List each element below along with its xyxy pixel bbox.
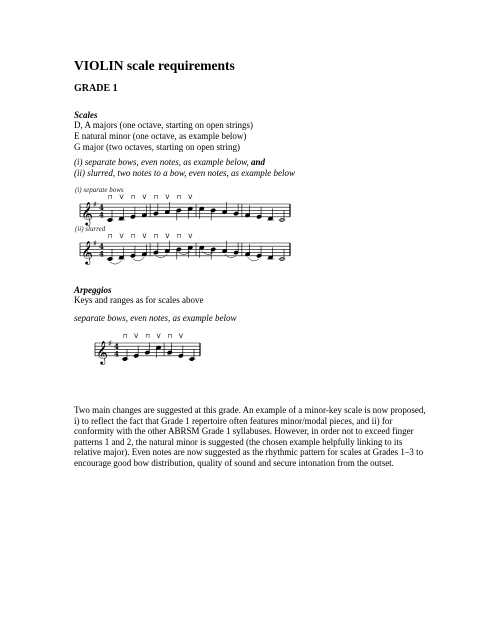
treble-clef-icon: 𝄞	[96, 339, 108, 364]
commentary-line: i) to reflect the fact that Grade 1 repertoire often features minor/modal pieces, and ii) for	[74, 415, 393, 426]
time-signature-top: 4	[114, 342, 119, 351]
slur-mark	[110, 260, 121, 264]
slur-mark	[133, 257, 144, 261]
music-staff-arpeggio	[95, 335, 200, 369]
arpeggios-heading: Arpeggios	[74, 285, 112, 295]
up-bow-icon: V	[142, 194, 147, 201]
down-bow-icon: ⊓	[108, 233, 113, 240]
time-signature-top: 4	[99, 203, 104, 212]
sharp-icon: ♯	[93, 200, 97, 209]
commentary-line: conformity with the other ABRSM Grade 1 syllabuses. However, in order not to exceed finger	[74, 426, 414, 437]
commentary-line: Two main changes are suggested at this grade. An example of a minor-key scale is now proposed,	[74, 405, 426, 415]
down-bow-icon: ⊓	[176, 233, 182, 240]
down-bow-icon: ⊓	[123, 333, 128, 340]
up-bow-icon: V	[119, 233, 124, 240]
bowing-instruction-and: and	[251, 157, 266, 167]
commentary-line: relative major). Even notes are now suggested as the rhythmic pattern for scales at Grades 1–3 to	[74, 447, 424, 458]
time-signature-top: 4	[99, 242, 104, 251]
commentary-paragraph	[74, 405, 424, 469]
bowing-instruction-1-text: (i) separate bows, even notes, as example below,	[74, 157, 252, 167]
bowing-instruction-1	[74, 157, 265, 168]
down-bow-icon: ⊓	[176, 194, 182, 201]
scale-requirement-1: D, A majors (one octave, starting on open strings)	[74, 120, 253, 130]
example-1-label: (i) separate bows	[75, 186, 124, 194]
sharp-icon: ♯	[108, 339, 112, 348]
up-bow-icon: V	[165, 233, 170, 240]
up-bow-icon: V	[178, 333, 183, 340]
up-bow-icon: V	[119, 194, 124, 201]
arpeggios-instruction: separate bows, even notes, as example below	[74, 313, 237, 323]
page-title: VIOLIN scale requirements	[74, 58, 235, 73]
time-signature-bottom: 4	[114, 349, 119, 359]
down-bow-icon: ⊓	[153, 233, 159, 240]
down-bow-icon: ⊓	[130, 194, 136, 201]
up-bow-icon: V	[142, 233, 147, 240]
treble-clef-icon: 𝄞	[81, 200, 93, 225]
example-2-label: (ii) slurred	[75, 225, 106, 233]
music-staff-slurred	[80, 235, 290, 269]
down-bow-icon: ⊓	[130, 233, 136, 240]
down-bow-icon: ⊓	[108, 194, 113, 201]
up-bow-icon: V	[165, 194, 170, 201]
up-bow-icon: V	[188, 194, 193, 201]
music-staff-separate-bows	[80, 196, 290, 230]
commentary-line: encourage good bow distribution, quality of sound and secure intonation from the outset.	[74, 457, 394, 468]
grade-heading: GRADE 1	[74, 83, 118, 94]
scale-requirement-2: E natural minor (one octave, as example below)	[74, 131, 247, 141]
down-bow-icon: ⊓	[153, 194, 159, 201]
scales-heading: Scales	[74, 110, 98, 120]
treble-clef-icon: 𝄞	[81, 239, 93, 264]
bowing-instruction-2: (ii) slurred, two notes to a bow, even notes, as example below	[74, 168, 295, 178]
time-signature-bottom: 4	[99, 249, 104, 259]
scale-requirement-3: G major (two octaves, starting on open string)	[74, 142, 240, 152]
up-bow-icon: V	[188, 233, 193, 240]
down-bow-icon: ⊓	[145, 333, 151, 340]
slur-mark	[248, 257, 259, 261]
time-signature-bottom: 4	[99, 210, 104, 220]
arpeggios-range: Keys and ranges as for scales above	[74, 295, 204, 305]
up-bow-icon: V	[134, 333, 139, 340]
sharp-icon: ♯	[93, 239, 97, 248]
down-bow-icon: ⊓	[167, 333, 173, 340]
up-bow-icon: V	[156, 333, 161, 340]
commentary-line: patterns 1 and 2, the natural minor is suggested (the chosen example helpfully linking to its	[74, 436, 403, 447]
